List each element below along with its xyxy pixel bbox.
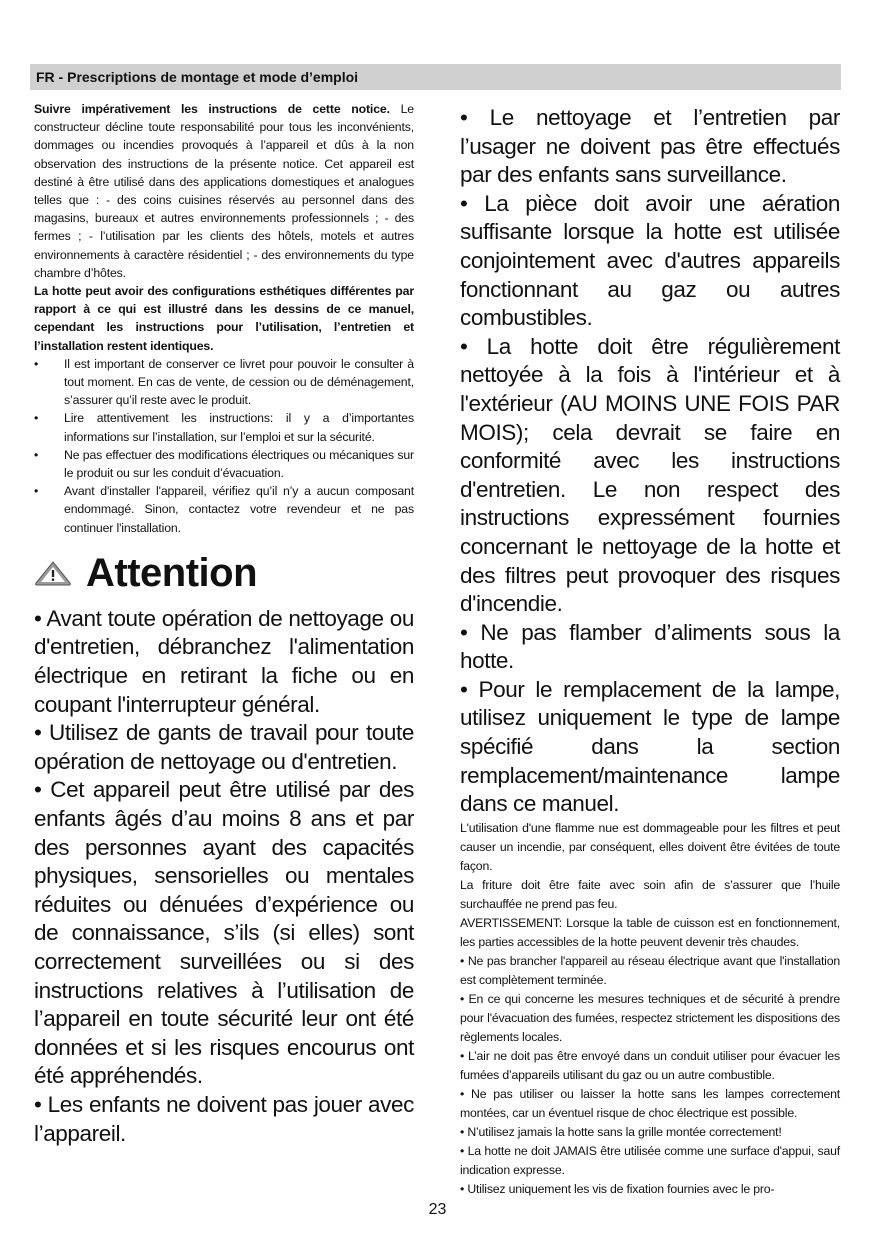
list-item: • Ne pas effectuer des modifications électriques ou mécaniques sur le produit ou sur les conduit d’évacuation.	[34, 446, 414, 482]
warning-icon	[34, 560, 72, 586]
safety-note: • Utilisez uniquement les vis de fixation fournies avec le pro-	[460, 1181, 775, 1196]
section-header	[30, 64, 841, 90]
safety-item: • Ne pas flamber d’aliments sous la hotte.	[460, 619, 840, 674]
safety-note: L'utilisation d'une flamme nue est dommageable pour les filtres et peut causer un incendie, par conséquent, elles doivent être évitées de toute façon.	[460, 820, 840, 873]
attention-item: • Utilisez de gants de travail pour toute opération de nettoyage ou d'entretien.	[34, 720, 414, 774]
list-item: • Avant d'installer l'appareil, vérifiez qu’il n’y a aucun composant endommagé. Sinon, contactez votre revendeur et ne pas continuer l'installation.	[34, 482, 414, 537]
list-item: • Il est important de conserver ce livret pour pouvoir le consulter à tout moment. En cas de vente, de cession ou de déménagement, s’assurer qu’il reste avec le produit.	[34, 355, 414, 410]
bullet-list	[34, 355, 414, 537]
safety-note: • N’utilisez jamais la hotte sans la grille montée correctement!	[460, 1124, 782, 1139]
config-note	[34, 282, 414, 355]
attention-heading	[34, 551, 414, 595]
attention-item: • Les enfants ne doivent pas jouer avec l’appareil.	[34, 1091, 414, 1146]
safety-note: La friture doit être faite avec soin afin de s’assurer que l’huile surchauffée ne prend pas feu.	[460, 877, 840, 911]
left-column	[34, 100, 414, 1148]
list-item: • Lire attentivement les instructions: il y a d’importantes informations sur l’installation, sur l’emploi et sur la sécurité.	[34, 409, 414, 445]
section-header-title: FR - Prescriptions de montage et mode d’emploi	[36, 69, 359, 85]
safety-note: • L’air ne doit pas être envoyé dans un conduit utiliser pour évacuer les fumées d’appareils utilisant du gaz ou un autre combustible.	[460, 1048, 840, 1082]
safety-note: • Ne pas utiliser ou laisser la hotte sans les lampes correctement montées, car un éventuel risque de choc électrique est possible.	[460, 1086, 840, 1120]
right-column	[460, 104, 840, 1199]
intro-paragraph	[34, 100, 414, 282]
safety-item: • La hotte doit être régulièrement nettoyée à la fois à l'intérieur et à l'extérieur (AU MOINS UNE FOIS PAR MOIS); cela devrait se faire en conformité avec les instructions d'entretien. Le non respect des instructions expressément fournies concernant le nettoyage de la hotte et des filtres peut provoquer des risques d'incendie.	[460, 333, 840, 617]
page-number: 23	[428, 1201, 447, 1218]
attention-item: • Cet appareil peut être utilisé par des enfants âgés d’au moins 8 ans et par des personnes ayant des capacités physiques, sensorielles ou mentales réduites ou dénuées d’expérience ou de connaissance, s’ils (si elles) sont correctement surveillées ou si des instructions relatives à l’utilisation de l’appareil en toute sécurité leur ont été données et si les risques encourus ont été appréhendés.	[34, 777, 414, 1089]
attention-title: Attention	[86, 550, 258, 595]
intro-bold: Suivre impérativement les instructions de cette notice.	[34, 102, 390, 116]
config-bold: La hotte peut avoir des configurations esthétiques différentes par rapport à ce qui est illustré dans les dessins de ce manuel, cependant les instructions pour l’utilisation, l’entretien et l’installation restent identiques.	[34, 284, 414, 353]
safety-item: • La pièce doit avoir une aération suffisante lorsque la hotte est utilisée conjointement avec d'autres appareils fonctionnant au gaz ou autres combustibles.	[460, 190, 840, 331]
safety-note: AVERTISSEMENT: Lorsque la table de cuisson est en fonctionnement, les parties accessibles de la hotte peuvent devenir très chaudes.	[460, 915, 840, 949]
safety-note: • Ne pas brancher l'appareil au réseau électrique avant que l'installation est complètement terminée.	[460, 953, 840, 987]
safety-note: • En ce qui concerne les mesures techniques et de sécurité à prendre pour l'évacuation des fumées, respectez strictement les dispositions des règlements locales.	[460, 991, 840, 1044]
safety-item: • Le nettoyage et l’entretien par l’usager ne doivent pas être effectués par des enfants sans surveillance.	[460, 105, 840, 188]
safety-item: • Pour le remplacement de la lampe, utilisez uniquement le type de lampe spécifié dans la section remplacement/maintenance lampe dans ce manuel.	[460, 676, 840, 817]
attention-item: • Avant toute opération de nettoyage ou d'entretien, débranchez l'alimentation électrique en retirant la fiche ou en coupant l'interrupteur général.	[34, 605, 414, 717]
intro-text: Le constructeur décline toute responsabilité pour tous les inconvénients, dommages ou incendies provoqués à l’appareil et dûs à la non observation des instructions de la présente notice. Cet appareil est destiné à être utilisé dans des applications domestiques et analogues telles que : - des coins cuisines réservés au personnel dans des magasins, bureaux et autres environnements professionnels ; - des fermes ; - l’utilisation par les clients des hôtels, motels et autres environnements à caractère résidentiel ; - des environnements du type chambre d’hôtes.	[34, 102, 414, 280]
safety-note: • La hotte ne doit JAMAIS être utilisée comme une surface d'appui, sauf indication expresse.	[460, 1143, 840, 1177]
